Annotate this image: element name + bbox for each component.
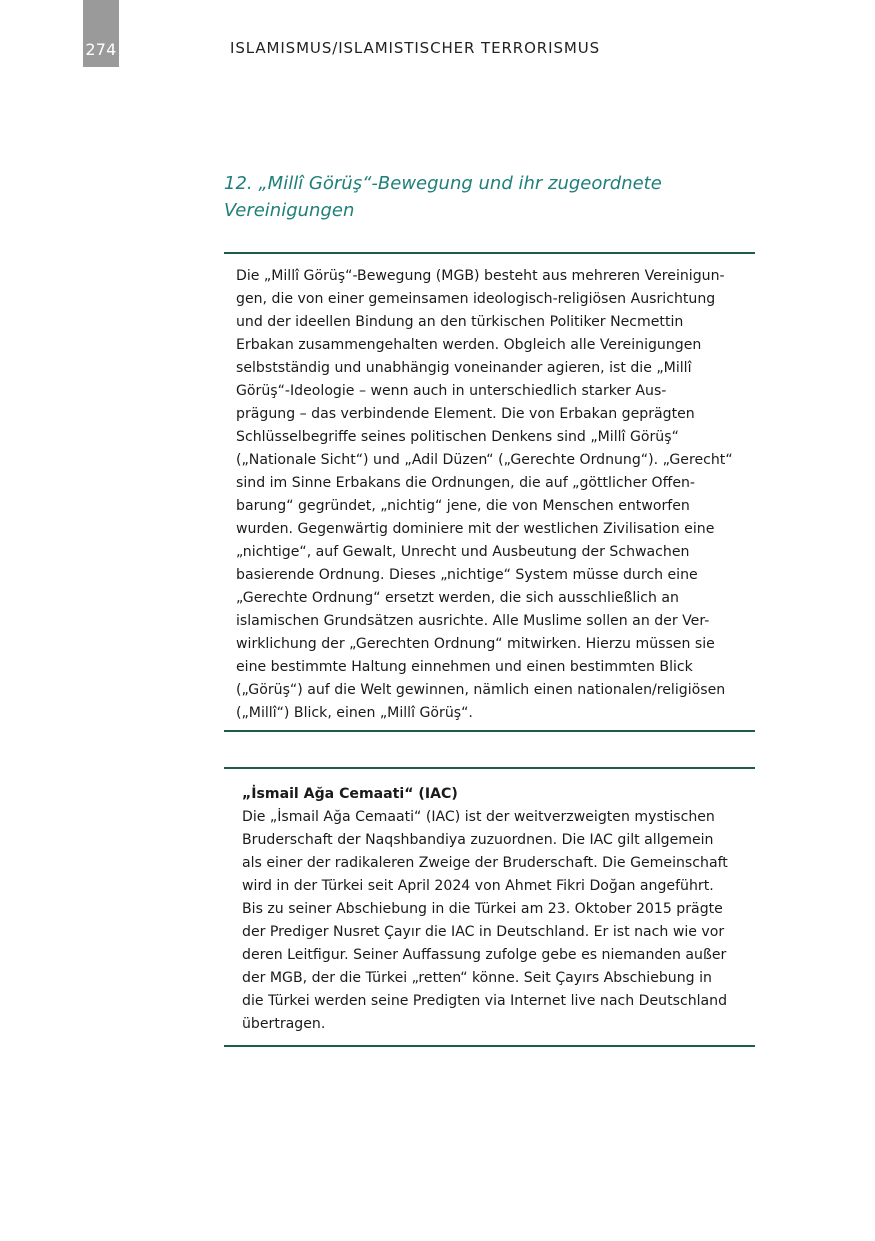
iac-box-title: „İsmail Ağa Cemaati“ (IAC) <box>242 786 458 802</box>
text-line: Görüş“-Ideologie – wenn auch in unterschiedlich starker Aus- <box>236 383 667 399</box>
section-heading-line: 12. „Millî Görüş“-Bewegung und ihr zugeordnete <box>224 173 662 194</box>
page-number-tab <box>83 0 119 67</box>
text-line: prägung – das verbindende Element. Die von Erbakan geprägten <box>236 406 695 422</box>
text-line: Bruderschaft der Naqshbandiya zuzuordnen. Die IAC gilt allgemein <box>242 832 714 848</box>
text-line: basierende Ordnung. Dieses „nichtige“ System müsse durch eine <box>236 567 698 583</box>
text-line: Schlüsselbegriffe seines politischen Denkens sind „Millî Görüş“ <box>236 429 679 445</box>
section-heading-line: Vereinigungen <box>224 200 355 221</box>
text-line: und der ideellen Bindung an den türkischen Politiker Necmettin <box>236 314 684 330</box>
text-line: übertragen. <box>242 1016 326 1032</box>
text-line: Erbakan zusammengehalten werden. Obgleich alle Vereinigungen <box>236 337 702 353</box>
text-line: wurden. Gegenwärtig dominiere mit der westlichen Zivilisation eine <box>236 521 715 537</box>
text-line: „Gerechte Ordnung“ ersetzt werden, die sich ausschließlich an <box>236 590 679 606</box>
text-line: („Nationale Sicht“) und „Adil Düzen“ („Gerechte Ordnung“). „Gerecht“ <box>236 452 733 468</box>
text-line: selbstständig und unabhängig voneinander agieren, ist die „Millî <box>236 360 692 376</box>
running-header: ISLAMISMUS/ISLAMISTISCHER TERRORISMUS <box>230 39 601 57</box>
text-line: Die „İsmail Ağa Cemaati“ (IAC) ist der weitverzweigten mystischen <box>242 809 715 825</box>
text-line: barung“ gegründet, „nichtig“ jene, die von Menschen entworfen <box>236 498 690 514</box>
text-line: islamischen Grundsätzen ausrichte. Alle Muslime sollen an der Ver- <box>236 613 710 629</box>
iac-info-box <box>224 767 755 1047</box>
text-line: „nichtige“, auf Gewalt, Unrecht und Ausbeutung der Schwachen <box>236 544 690 560</box>
text-line: deren Leitfigur. Seiner Auffassung zufolge gebe es niemanden außer <box>242 947 727 963</box>
page-number: 274 <box>85 40 117 59</box>
text-line: sind im Sinne Erbakans die Ordnungen, die auf „göttlicher Offen- <box>236 475 696 491</box>
intro-paragraph <box>236 265 744 725</box>
section-heading <box>224 170 744 224</box>
text-line: („Millî“) Blick, einen „Millî Görüş“. <box>236 705 473 721</box>
text-line: als einer der radikaleren Zweige der Bruderschaft. Die Gemeinschaft <box>242 855 728 871</box>
intro-text-box <box>224 252 755 732</box>
text-line: eine bestimmte Haltung einnehmen und einen bestimmten Blick <box>236 659 693 675</box>
text-line: der Prediger Nusret Çayır die IAC in Deutschland. Er ist nach wie vor <box>242 924 725 940</box>
text-line: wirklichung der „Gerechten Ordnung“ mitwirken. Hierzu müssen sie <box>236 636 715 652</box>
text-line: Bis zu seiner Abschiebung in die Türkei am 23. Oktober 2015 prägte <box>242 901 723 917</box>
text-line: gen, die von einer gemeinsamen ideologisch-religiösen Ausrichtung <box>236 291 716 307</box>
iac-paragraph <box>242 806 742 1036</box>
text-line: wird in der Türkei seit April 2024 von Ahmet Fikri Doğan angeführt. <box>242 878 714 894</box>
text-line: Die „Millî Görüş“-Bewegung (MGB) besteht aus mehreren Vereinigun- <box>236 268 725 284</box>
text-line: der MGB, der die Türkei „retten“ könne. Seit Çayırs Abschiebung in <box>242 970 712 986</box>
text-line: die Türkei werden seine Predigten via Internet live nach Deutschland <box>242 993 728 1009</box>
text-line: („Görüş“) auf die Welt gewinnen, nämlich einen nationalen/religiösen <box>236 682 726 698</box>
